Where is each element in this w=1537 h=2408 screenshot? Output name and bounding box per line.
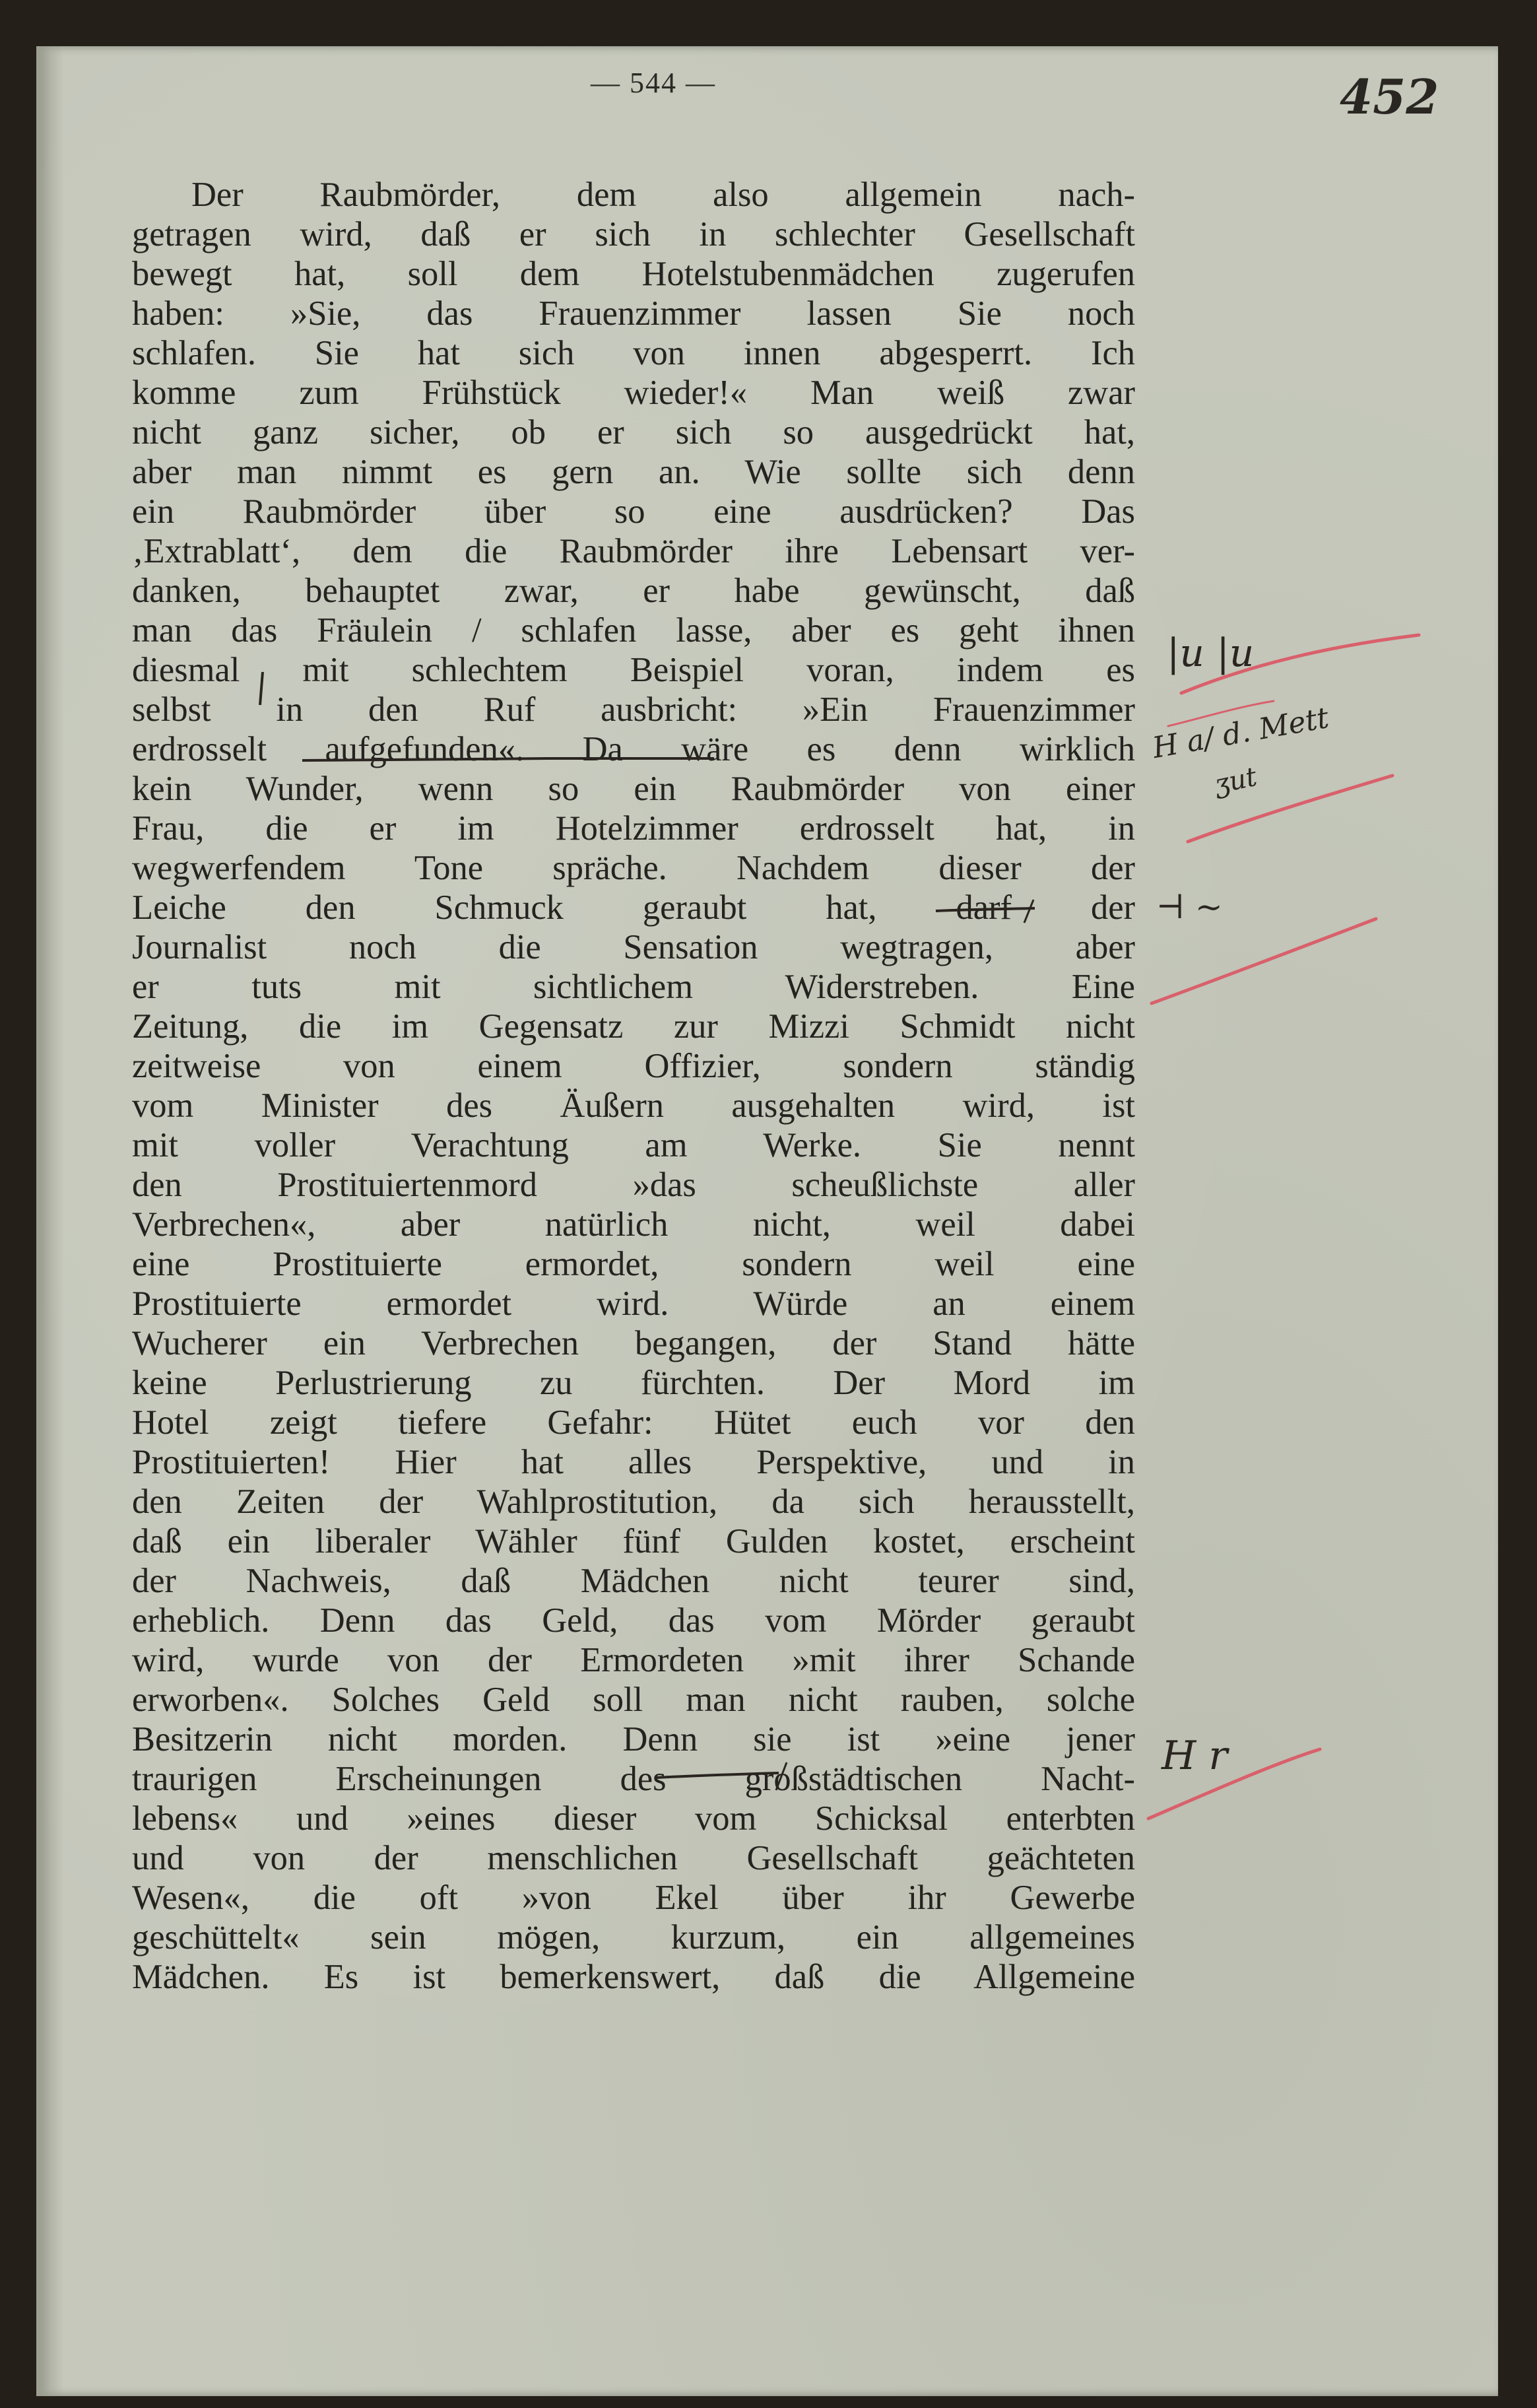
text-line: Prostituierten! Hier hat alles Perspektive, und in	[132, 1443, 1135, 1481]
text-line: Leiche den Schmuck geraubt hat, darf der	[132, 888, 1135, 927]
text-line: zeitweise von einem Offizier, sondern ständig	[132, 1047, 1135, 1085]
margin-note-3: ʒut	[1211, 761, 1260, 801]
text-line: komme zum Frühstück wieder!« Man weiß zwar	[132, 374, 1135, 412]
text-line: keine Perlustrierung zu fürchten. Der Mord im	[132, 1364, 1135, 1402]
handwritten-folio-number: 452	[1340, 69, 1439, 125]
text-line: selbst in den Ruf ausbricht: »Ein Frauenzimmer	[132, 690, 1135, 729]
text-line: erworben«. Solches Geld soll man nicht rauben, solche	[132, 1681, 1135, 1719]
text-line: nicht ganz sicher, ob er sich so ausgedrückt hat,	[132, 413, 1135, 452]
text-line: Frau, die er im Hotelzimmer erdrosselt hat, in	[132, 809, 1135, 848]
text-line: erdrosselt aufgefunden«. Da wäre es denn wirklich	[132, 730, 1135, 768]
text-line: ein Raubmörder über so eine ausdrücken? Das	[132, 492, 1135, 531]
text-line: danken, behauptet zwar, er habe gewünscht, daß	[132, 572, 1135, 610]
text-line: wegwerfendem Tone spräche. Nachdem dieser der	[132, 849, 1135, 887]
text-line: mit voller Verachtung am Werke. Sie nennt	[132, 1126, 1135, 1164]
text-line: daß ein liberaler Wähler fünf Gulden kostet, erscheint	[132, 1522, 1135, 1560]
text-line: Prostituierte ermordet wird. Würde an einem	[132, 1285, 1135, 1323]
text-line: diesmal mit schlechtem Beispiel voran, indem es	[132, 651, 1135, 689]
text-line: man das Fräulein / schlafen lasse, aber es geht ihnen	[132, 611, 1135, 650]
text-line: kein Wunder, wenn so ein Raubmörder von einer	[132, 770, 1135, 808]
margin-note-2: H a/ d. Mett	[1150, 700, 1332, 766]
text-line: und von der menschlichen Gesellschaft geächteten	[132, 1839, 1135, 1877]
text-line: haben: »Sie, das Frauenzimmer lassen Sie noch	[132, 294, 1135, 333]
text-line: Zeitung, die im Gegensatz zur Mizzi Schmidt nicht	[132, 1007, 1135, 1046]
margin-note-4: ⊣ ~	[1156, 888, 1223, 926]
text-line: schlafen. Sie hat sich von innen abgesperrt. Ich	[132, 334, 1135, 372]
text-line: eine Prostituierte ermordet, sondern weil eine	[132, 1245, 1135, 1283]
text-line: ‚Extrablatt‘, dem die Raubmörder ihre Lebensart ver-	[132, 532, 1135, 570]
text-line: erheblich. Denn das Geld, das vom Mörder geraubt	[132, 1601, 1135, 1640]
text-line: Besitzerin nicht morden. Denn sie ist »eine jener	[132, 1720, 1135, 1758]
text-line: aber man nimmt es gern an. Wie sollte sich denn	[132, 453, 1135, 491]
text-line: geschüttelt« sein mögen, kurzum, ein allgemeines	[132, 1918, 1135, 1956]
text-line: Wesen«, die oft »von Ekel über ihr Gewerbe	[132, 1879, 1135, 1917]
text-line: Mädchen. Es ist bemerkenswert, daß die Allgemeine	[132, 1958, 1135, 1996]
text-line: Hotel zeigt tiefere Gefahr: Hütet euch vor den	[132, 1403, 1135, 1442]
text-line: getragen wird, daß er sich in schlechter Gesellschaft	[132, 215, 1135, 253]
text-line: bewegt hat, soll dem Hotelstubenmädchen zugerufen	[132, 255, 1135, 293]
text-line: Journalist noch die Sensation wegtragen, aber	[132, 928, 1135, 966]
margin-note-5: H r	[1161, 1733, 1228, 1779]
text-line: er tuts mit sichtlichem Widerstreben. Eine	[132, 968, 1135, 1006]
text-line: Der Raubmörder, dem also allgemein nach-	[191, 176, 1135, 214]
text-line: Wucherer ein Verbrechen begangen, der Stand hätte	[132, 1324, 1135, 1362]
text-line: traurigen Erscheinungen des großstädtischen Nacht-	[132, 1760, 1135, 1798]
text-line: Verbrechen«, aber natürlich nicht, weil dabei	[132, 1205, 1135, 1244]
text-line: wird, wurde von der Ermordeten »mit ihrer Schande	[132, 1641, 1135, 1679]
text-line: den Zeiten der Wahlprostitution, da sich herausstellt,	[132, 1483, 1135, 1521]
margin-note-1: |u |u	[1167, 630, 1255, 675]
text-line: lebens« und »eines dieser vom Schicksal enterbten	[132, 1799, 1135, 1838]
text-line: den Prostituiertenmord »das scheußlichste aller	[132, 1166, 1135, 1204]
body-text	[132, 175, 1135, 1997]
text-line: der Nachweis, daß Mädchen nicht teurer sind,	[132, 1562, 1135, 1600]
text-line: vom Minister des Äußern ausgehalten wird, ist	[132, 1087, 1135, 1125]
page-gutter-shadow	[36, 46, 64, 2396]
page-number: — 544 —	[591, 67, 716, 99]
